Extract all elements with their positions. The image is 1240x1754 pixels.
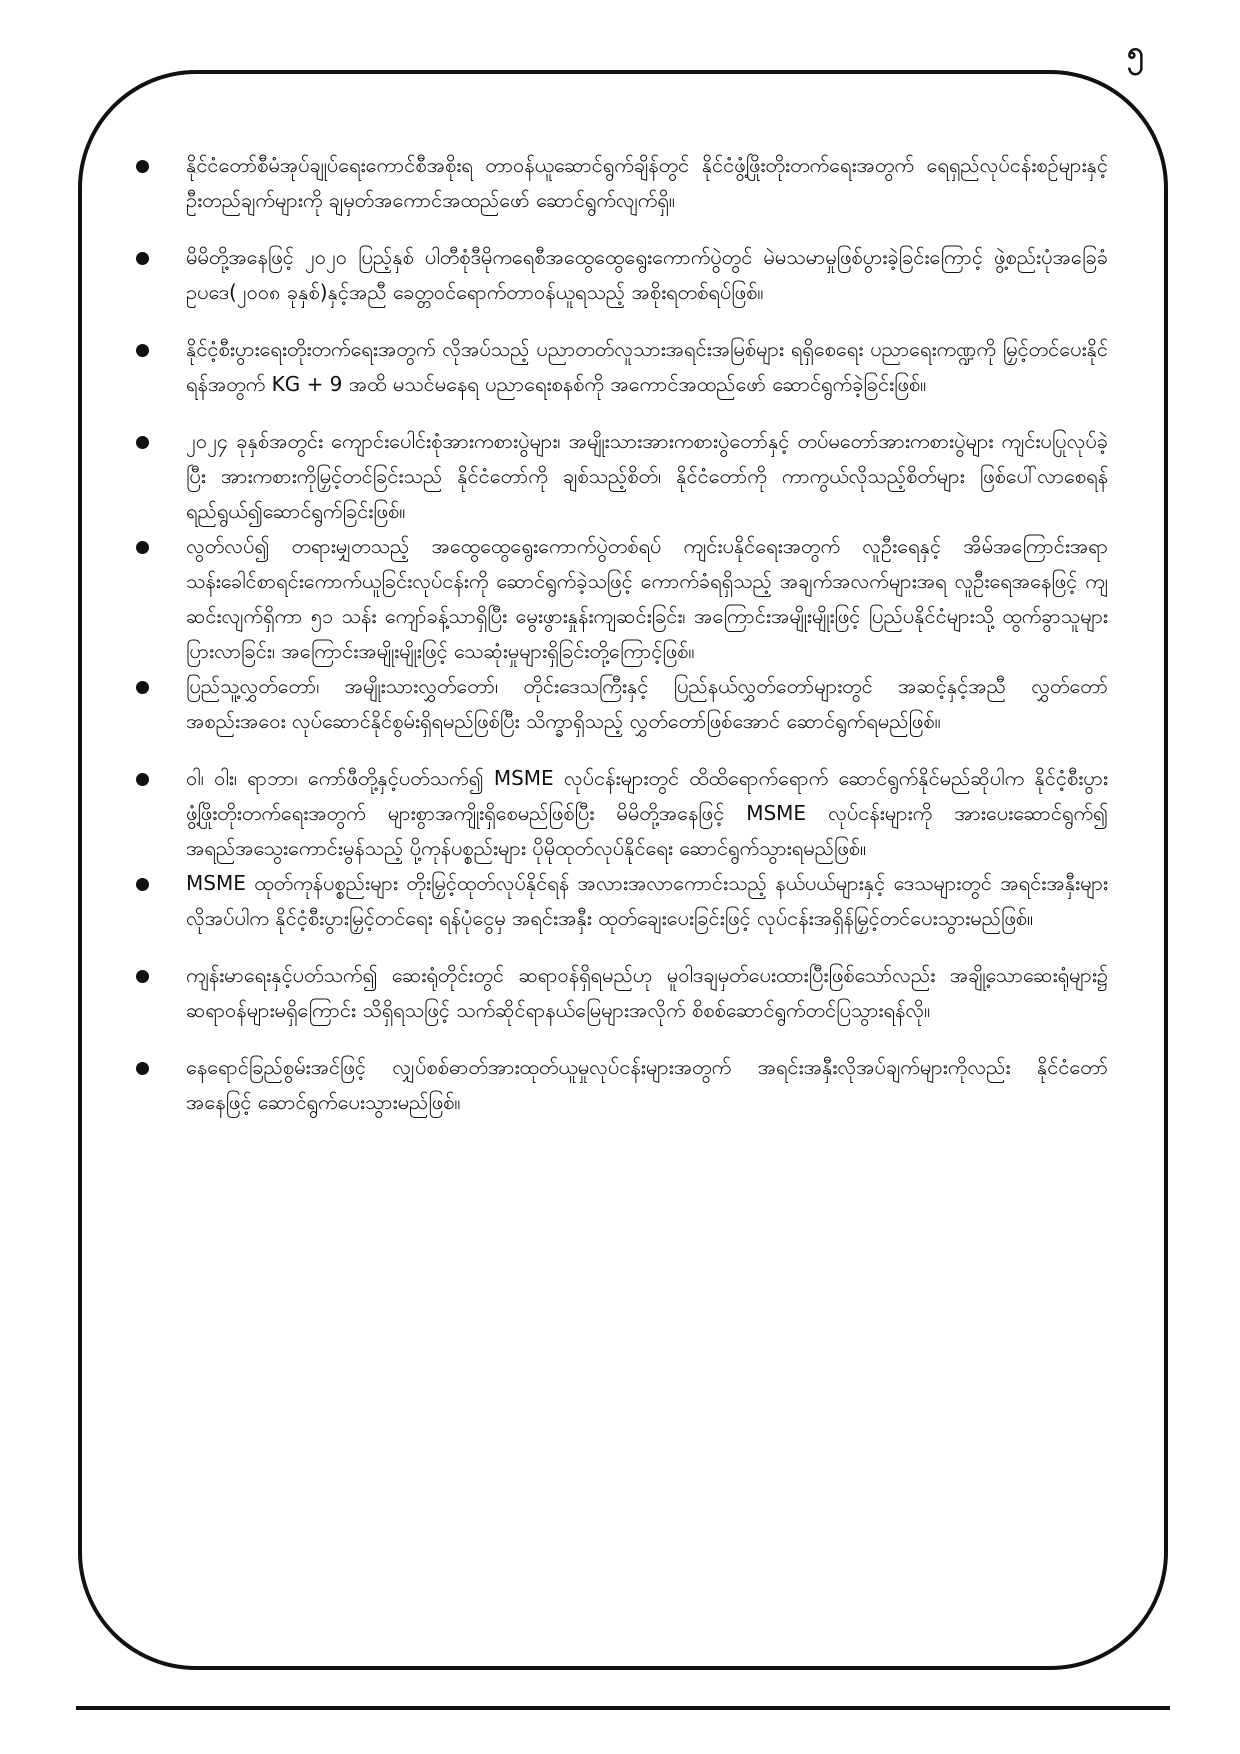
bullet-text: မိမိတို့အနေဖြင့် ၂၀၂၀ ပြည့်နှစ် ပါတီစုံဒီမိုကရေစီအထွေထွေရွေးကောက်ပွဲတွင် မဲမသမာမှုဖြစ်ပွားခဲ့ခြင်းကြောင့် ဖွဲ့စည်းပုံအခြေခံဥပဒေ(၂၀၀၈ ခုနှစ်)နှင့်အညီ ခေတ္တဝင်ရောက်တာဝန်ယူရသည့် အစိုးရတစ်ရပ်ဖြစ်။ (186, 245, 1108, 304)
bullet-item (128, 240, 1108, 332)
bullet-item (128, 866, 1108, 958)
bullet-text: နေရောင်ခြည်စွမ်းအင်ဖြင့် လျှပ်စစ်ဓာတ်အားထုတ်ယူမှုလုပ်ငန်းများအတွက် အရင်းအနှီးလိုအပ်ချက်များကိုလည်း နိုင်ငံတော်အနေဖြင့် ဆောင်ရွက်ပေးသွားမည်ဖြစ်။ (186, 1055, 1108, 1114)
bullet-dot-icon (136, 541, 149, 554)
bullet-text: ကျန်းမာရေးနှင့်ပတ်သက်၍ ဆေးရုံတိုင်းတွင် ဆရာဝန်ရှိရမည်ဟု မူဝါဒချမှတ်ပေးထားပြီးဖြစ်သော်လည်း အချို့သောဆေးရုံများ၌ ဆရာဝန်များမရှိကြောင်း သိရှိရသဖြင့် သက်ဆိုင်ရာနယ်မြေများအလိုက် စိစစ်ဆောင်ရွက်တင်ပြသွားရန်လို။ (186, 963, 1108, 1022)
bullet-text: ၂၀၂၄ ခုနှစ်အတွင်း ကျောင်းပေါင်းစုံအားကစားပွဲများ၊ အမျိုးသားအားကစားပွဲတော်နှင့် တပ်မတော်အားကစားပွဲများ ကျင်းပပြုလုပ်ခဲ့ပြီး အားကစားကိုမြှင့်တင်ခြင်းသည် နိုင်ငံတော်ကို ချစ်သည့်စိတ်၊ နိုင်ငံတော်ကို ကာကွယ်လိုသည့်စိတ်များ ဖြစ်ပေါ်လာစေရန်ရည်ရွယ်၍ဆောင်ရွက်ခြင်းဖြစ်။ (186, 429, 1108, 523)
bullet-item (128, 1050, 1108, 1142)
bullet-dot-icon (136, 160, 149, 173)
bullet-item (128, 669, 1108, 761)
bullet-dot-icon (136, 1062, 149, 1075)
bullet-item (128, 761, 1108, 866)
bullet-list (128, 148, 1108, 1142)
footer-rule (76, 1706, 1170, 1710)
bullet-dot-icon (136, 970, 149, 983)
bullet-text: ဝါ၊ ဝါး၊ ရာဘာ၊ ကော်ဖီတို့နှင့်ပတ်သက်၍ MSME လုပ်ငန်းများတွင် ထိထိရောက်ရောက် ဆောင်ရွက်နိုင်မည်ဆိုပါက နိုင်ငံ့စီးပွားဖွံ့ဖြိုးတိုးတက်ရေးအတွက် များစွာအကျိုးရှိစေမည်ဖြစ်ပြီး မိမိတို့အနေဖြင့် MSME လုပ်ငန်းများကို အားပေးဆောင်ရွက်၍ အရည်အသွေးကောင်းမွန်သည့် ပို့ကုန်ပစ္စည်းများ ပိုမိုထုတ်လုပ်နိုင်ရေး ဆောင်ရွက်သွားရမည်ဖြစ်။ (186, 766, 1108, 860)
bullet-dot-icon (136, 681, 149, 694)
page-number: ၅ (1127, 35, 1144, 70)
bullet-dot-icon (136, 436, 149, 449)
bullet-item (128, 958, 1108, 1050)
bullet-dot-icon (136, 773, 149, 786)
bullet-text: နိုင်ငံ့စီးပွားရေးတိုးတက်ရေးအတွက် လိုအပ်သည့် ပညာတတ်လူသားအရင်းအမြစ်များ ရရှိစေရေး ပညာရေးကဏ္ဍကို မြှင့်တင်ပေးနိုင်ရန်အတွက် KG + 9 အထိ မသင်မနေရ ပညာရေးစနစ်ကို အကောင်အထည်ဖော် ဆောင်ရွက်ခဲ့ခြင်းဖြစ်။ (186, 337, 1108, 396)
bullet-item (128, 529, 1108, 669)
bullet-text: ပြည်သူ့လွှတ်တော်၊ အမျိုးသားလွှတ်တော်၊ တိုင်းဒေသကြီးနှင့် ပြည်နယ်လွှတ်တော်များတွင် အဆင့်နှင့်အညီ လွှတ်တော်အစည်းအဝေး လုပ်ဆောင်နိုင်စွမ်းရှိရမည်ဖြစ်ပြီး သိက္ခာရှိသည့် လွှတ်တော်ဖြစ်အောင် ဆောင်ရွက်ရမည်ဖြစ်။ (186, 674, 1108, 733)
bullet-item (128, 148, 1108, 240)
bullet-dot-icon (136, 344, 149, 357)
bullet-text: နိုင်ငံတော်စီမံအုပ်ချုပ်ရေးကောင်စီအစိုးရ တာဝန်ယူဆောင်ရွက်ချိန်တွင် နိုင်ငံဖွံ့ဖြိုးတိုးတက်ရေးအတွက် ရေရှည်လုပ်ငန်းစဉ်များနှင့် ဦးတည်ချက်များကို ချမှတ်အကောင်အထည်ဖော် ဆောင်ရွက်လျက်ရှိ။ (186, 153, 1108, 212)
bullet-item (128, 424, 1108, 529)
bullet-text: လွတ်လပ်၍ တရားမျှတသည့် အထွေထွေရွေးကောက်ပွဲတစ်ရပ် ကျင်းပနိုင်ရေးအတွက် လူဦးရေနှင့် အိမ်အကြောင်းအရာ သန်းခေါင်စာရင်းကောက်ယူခြင်းလုပ်ငန်းကို ဆောင်ရွက်ခဲ့သဖြင့် ကောက်ခံရရှိသည့် အချက်အလက်များအရ လူဦးရေအနေဖြင့် ကျဆင်းလျက်ရှိကာ ၅၁ သန်း ကျော်ခန့်သာရှိပြီး မွေးဖွားနှုန်းကျဆင်းခြင်း၊ အကြောင်းအမျိုးမျိုးဖြင့် ပြည်ပနိုင်ငံများသို့ ထွက်ခွာသူများပြားလာခြင်း၊ အကြောင်းအမျိုးမျိုးဖြင့် သေဆုံးမှုများရှိခြင်းတို့ကြောင့်ဖြစ်။ (186, 534, 1108, 663)
bullet-dot-icon (136, 878, 149, 891)
bullet-item (128, 332, 1108, 424)
bullet-text: MSME ထုတ်ကုန်ပစ္စည်းများ တိုးမြှင့်ထုတ်လုပ်နိုင်ရန် အလားအလာကောင်းသည့် နယ်ပယ်များနှင့် ဒေသများတွင် အရင်းအနှီးများလိုအပ်ပါက နိုင်ငံ့စီးပွားမြှင့်တင်ရေး ရန်ပုံငွေမှ အရင်းအနှီး ထုတ်ချေးပေးခြင်းဖြင့် လုပ်ငန်းအရှိန်မြှင့်တင်ပေးသွားမည်ဖြစ်။ (186, 871, 1108, 930)
bullet-dot-icon (136, 252, 149, 265)
